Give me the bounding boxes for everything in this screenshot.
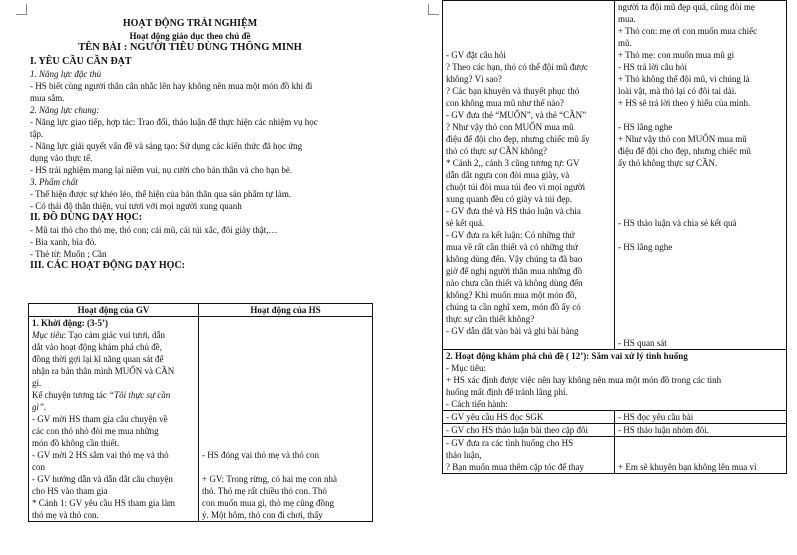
text-line: - Năng lực giải quyết vấn đề và sáng tạo: Sử dụng các kiến thức đã học ứng xyxy=(30,141,303,151)
document-page-left xyxy=(0,0,380,555)
text-line: - Thể hiện được sự khéo léo, thể hiện của bản thân qua sản phẩm tự làm. xyxy=(30,189,292,199)
column-header-gv: Hoạt động của GV xyxy=(29,304,199,317)
text-line: nhận ra bản thân mình MUỐN và CẦN xyxy=(32,366,175,376)
activity-heading: 1. Khởi động: (3-5’) xyxy=(32,318,108,328)
text-line: gì. xyxy=(32,378,42,388)
text-line: huống mất định để tránh lãng phí. xyxy=(446,387,568,397)
text-line: chuột túi đòi mua túi đeo vì mọi người xyxy=(446,182,586,192)
section-heading: II. ĐỒ DÙNG DẠY HỌC: xyxy=(30,212,143,223)
spacer-line xyxy=(446,13,611,25)
text-line: - HS quan sát xyxy=(618,338,667,348)
text-line: - GV hướng dẫn và dẫn dắt câu chuyện xyxy=(32,474,173,484)
text-line: thỏ có thực sự CẦN không? xyxy=(446,146,547,156)
activity-table-left xyxy=(28,303,373,522)
text-line: - HS biết cùng người thân cân nhắc lên hay không nên mua một món đồ khi đi xyxy=(30,81,313,91)
hs-cell xyxy=(199,317,373,522)
column-header-hs: Hoạt động của HS xyxy=(199,304,373,317)
text-line: mua sắm. xyxy=(30,93,65,103)
text-line: không dùng đến. Vậy chúng ta đã bao xyxy=(446,254,583,264)
text-line: thỏ. Thỏ mẹ rất chiều thỏ con. Thỏ xyxy=(202,486,327,496)
text-line: Mục tiêu: Tạo cảm giác vui tươi, dẫn xyxy=(32,330,165,340)
spacer-line xyxy=(618,181,783,193)
text-line: dụng vào thực tế. xyxy=(30,153,93,163)
text-line: mua về rất cần thiết và có những thứ xyxy=(446,242,578,252)
text-line: - GV đưa ra các tình huống cho HS xyxy=(446,438,574,448)
heading-activity: HOẠT ĐỘNG TRẢI NGHIỆM xyxy=(122,18,258,29)
text-line: - Có thái độ thân thiện, vui tươi với mọi người xung quanh xyxy=(30,201,242,211)
text-line: - Mũ tai thỏ cho thỏ mẹ, thỏ con; cái mũ, cái túi xắc, đôi giày thật,… xyxy=(30,225,278,235)
spacer-line xyxy=(618,277,783,289)
text-line: dẫn dắt ngựa con đòi mua giày, và xyxy=(446,170,570,180)
hs-cell xyxy=(615,411,787,424)
text-line: - Mục tiêu: xyxy=(446,363,486,373)
text-line: mua. xyxy=(618,14,636,24)
spacer-line xyxy=(446,37,611,49)
text-line: nào chưa cần thiết và không dùng đến xyxy=(446,278,583,288)
text-line: - GV mời HS tham gia câu chuyện về xyxy=(32,414,168,424)
text-line: con xyxy=(32,462,45,472)
gv-cell xyxy=(29,317,199,522)
spacer-line xyxy=(446,337,611,349)
hs-cell xyxy=(615,424,787,437)
page-gutter xyxy=(380,0,398,555)
activity-heading: 2. Hoạt động khám phá chủ đề ( 12’): Sắm vai xử lý tình huống xyxy=(446,351,688,361)
spacer-line xyxy=(446,1,611,13)
text-line: - HS trả lời câu hỏi xyxy=(618,62,687,72)
text-line: - GV yêu cầu HS đọc SGK xyxy=(446,412,544,422)
text-line: - HS đọc yêu cầu bài xyxy=(618,412,694,422)
corner-crop-mark xyxy=(16,4,27,15)
spacer-line xyxy=(446,25,611,37)
text-line: người ta đội mũ đẹp quá, cũng đòi mẹ xyxy=(618,2,755,12)
text-line: + HS sẽ trả lời theo ý hiểu của mình. xyxy=(618,98,751,108)
spacer-line xyxy=(618,265,783,277)
text-line: - Bìa xanh, bìa đỏ. xyxy=(30,237,97,247)
text-line: - GV đưa thẻ và HS thảo luận và chia xyxy=(446,206,581,216)
text-line: + Thỏ mẹ: con muốn mua mũ gì xyxy=(618,50,735,60)
text-line: - Thẻ từ: Muốn ; Cần xyxy=(30,249,107,259)
text-line: - GV đưa thẻ “MUỐN”, và thẻ “CẦN” xyxy=(446,110,587,120)
text-line: không? Vì sao? xyxy=(446,74,502,84)
text-line: thực sự cần thiết không? xyxy=(446,314,535,324)
section-heading: III. CÁC HOẠT ĐỘNG DẠY HỌC: xyxy=(30,260,186,271)
spacer-line xyxy=(618,289,783,301)
text-line: chúng ta cần nghĩ xem, món đồ ấy có xyxy=(446,302,581,312)
spacer-line xyxy=(618,205,783,217)
text-line: mũ. xyxy=(618,38,632,48)
text-line: ? Như vậy thỏ con MUỐN mua mũ xyxy=(446,122,574,132)
text-line: + Em sẽ khuyên bạn không lên mua vì xyxy=(618,462,757,472)
text-line: đồng thời gợi lại kĩ năng quan sát để xyxy=(32,354,164,364)
spacer-line xyxy=(618,313,783,325)
subheading: 1. Năng lực đặc thù xyxy=(30,69,102,79)
spacer-line xyxy=(618,325,783,337)
gv-cell xyxy=(443,411,615,424)
text-line: xung quanh đều có giày và túi đẹp. xyxy=(446,194,572,204)
text-line: - Năng lực giao tiếp, hợp tác: Trao đổi, thảo luận để thực hiện các nhiệm vụ học xyxy=(30,117,318,127)
section-objectives xyxy=(30,56,370,272)
text-line: - HS thảo luận nhóm đôi. xyxy=(618,425,709,435)
spacer-line xyxy=(618,109,783,121)
spacer xyxy=(202,317,369,449)
text-line: loài vật, mà thỏ lại có đôi tai dài. xyxy=(618,86,737,96)
text-line: - GV mời 2 HS sắm vai thỏ mẹ và thỏ xyxy=(32,450,169,460)
text-line: các con thỏ nhỏ đòi mẹ mua những xyxy=(32,426,159,436)
hs-cell xyxy=(615,1,787,350)
text-line: - HS thảo luận và chia sẻ kết quả xyxy=(618,218,737,228)
gv-cell xyxy=(443,424,615,437)
lesson-title: TÊN BÀI : NGƯỜI TIÊU DÙNG THÔNG MINH xyxy=(78,42,302,53)
text-line: điệu để đội cho đẹp, nhưng chiếc mũ ấy xyxy=(446,134,590,144)
spacer-line xyxy=(618,169,783,181)
activity-table-right xyxy=(442,0,787,474)
text-line: - HS lắng nghe xyxy=(618,122,673,132)
text-line: tập. xyxy=(30,129,44,139)
hs-cell xyxy=(615,437,787,474)
section-heading: I. YÊU CẦU CẦN ĐẠT xyxy=(30,56,132,67)
corner-crop-mark xyxy=(428,4,439,15)
spacer-line xyxy=(618,229,783,241)
text-line: ? Các bạn khuyên và thuyết phục thỏ xyxy=(446,86,580,96)
text-line: + HS xác định được việc nên hay không nên mua một món đồ trong các tình xyxy=(446,375,722,385)
spacer-line xyxy=(202,461,369,473)
text-line: con không mua mũ như thế nào? xyxy=(446,98,564,108)
text-line: dắt vào hoạt động khám phá chủ đề, xyxy=(32,342,162,352)
text-line: thỏ mẹ và thỏ con. xyxy=(32,510,99,520)
text-line: + Như vậy thỏ con MUỐN mua mũ xyxy=(618,134,747,144)
spacer-line xyxy=(618,253,783,265)
spacer-line xyxy=(618,449,783,461)
text-line: gì”. xyxy=(32,402,47,412)
text-line: cho HS vào tham gia xyxy=(32,486,108,496)
spacer-line xyxy=(618,437,783,449)
text-line: * Cảnh 1: GV yêu cầu HS tham gia làm xyxy=(32,498,176,508)
text-line: - GV đặt câu hỏi xyxy=(446,50,506,60)
text-line: Kể chuyện tương tác “Tôi thực sự cần xyxy=(32,390,171,400)
text-line: điệu để đội cho đẹp, nhưng chiếc mũ xyxy=(618,146,751,156)
text-line: + GV: Trong rừng, có hai mẹ con nhà xyxy=(202,474,338,484)
spacer-line xyxy=(618,193,783,205)
text-line: ? Bạn muốn mua thêm cặp tóc để thay xyxy=(446,462,584,472)
text-line: - GV cho HS thảo luận bài theo cặp đôi xyxy=(446,425,589,435)
text-line: - GV dẫn dắt vào bài và ghi bài bảng xyxy=(446,326,579,336)
text-line: + Thỏ con: mẹ ơi con muốn mua chiếc xyxy=(618,26,758,36)
text-line: - HS trải nghiệm mang lại niềm vui, nụ cười cho bản thân và cho bạn bè. xyxy=(30,165,293,175)
heading-subtitle: Hoạt động giáo dục theo chủ đề xyxy=(129,31,251,41)
text-line: - HS đóng vai thỏ mẹ và thỏ con xyxy=(202,450,319,460)
text-line: món đồ không cần thiết. xyxy=(32,438,120,448)
gv-cell xyxy=(443,1,615,350)
text-line: * Cảnh 2,, cảnh 3 cũng tương tự: GV xyxy=(446,158,580,168)
text-line: không? Khi muốn mua một món đồ, xyxy=(446,290,577,300)
text-line: - GV đưa ra kết luận: Có những thứ xyxy=(446,230,575,240)
section-2-cell xyxy=(443,350,787,411)
text-line: giờ để nghị người thân mua những đồ xyxy=(446,266,583,276)
text-line: ấy thỏ không thực sự CẦN. xyxy=(618,158,718,168)
subheading: 2. Năng lực chung: xyxy=(30,105,100,115)
text-line: ý. Một hôm, thỏ con đi chơi, thấy xyxy=(202,510,323,520)
text-line: - HS lắng nghe xyxy=(618,242,673,252)
text-line: - Cách tiến hành: xyxy=(446,399,508,409)
text-line: ? Theo các bạn, thỏ có thể đội mũ được xyxy=(446,62,588,72)
text-line: + Thỏ không thể đội mũ, vì chúng là xyxy=(618,74,750,84)
gv-cell xyxy=(443,437,615,474)
spacer-line xyxy=(618,301,783,313)
text-line: thảo luận, xyxy=(446,450,482,460)
text-line: sẻ kết quả. xyxy=(446,218,485,228)
text-line: con muốn mua gì, thỏ mẹ cũng đồng xyxy=(202,498,334,508)
subheading: 3. Phẩm chất xyxy=(30,177,78,187)
